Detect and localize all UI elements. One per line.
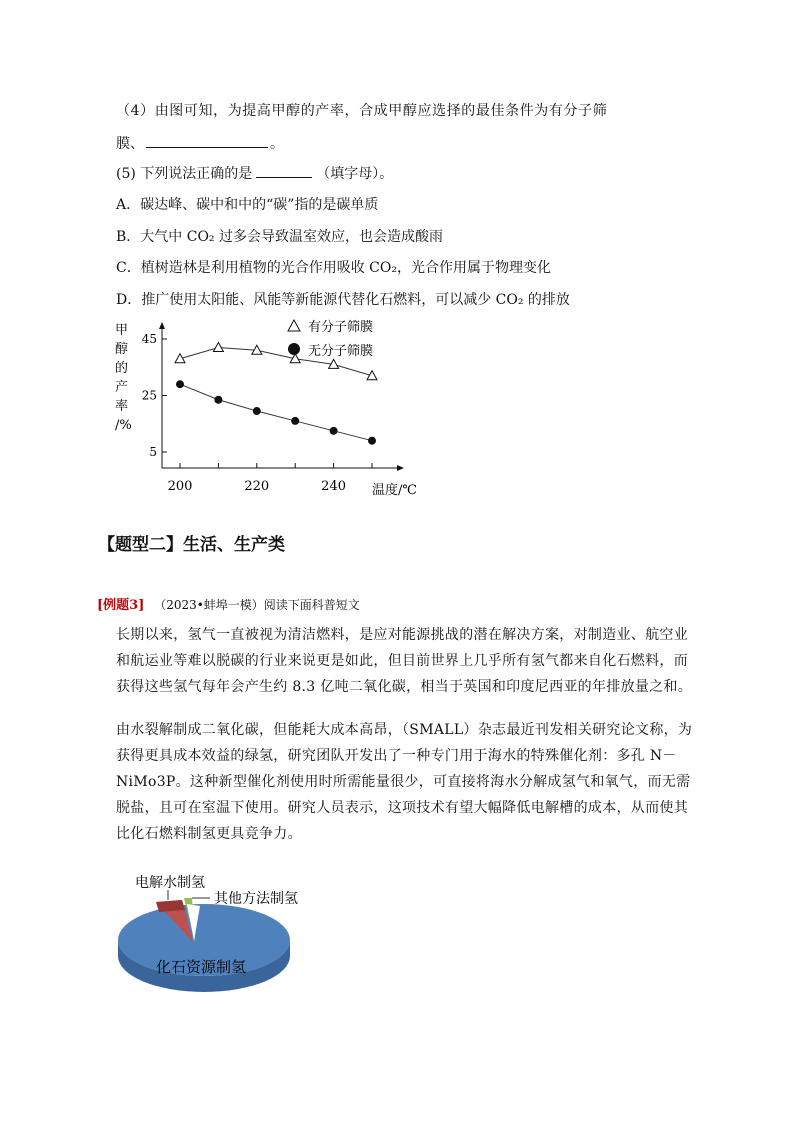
- section-title: 【题型二】生活、生产类: [98, 535, 285, 555]
- question-4-line2: [116, 133, 284, 154]
- y-axis-label-char: 率: [115, 399, 129, 414]
- legend-label-with-membrane: 有分子筛膜: [308, 320, 374, 335]
- y-axis-label-char: 甲: [115, 323, 129, 338]
- x-axis-arrow: [397, 465, 404, 471]
- data-point-triangle: [213, 342, 223, 351]
- legend-label-without-membrane: 无分子筛膜: [308, 344, 374, 359]
- legend-circle-marker: [288, 343, 300, 355]
- methanol-yield-chart: [110, 318, 430, 500]
- data-point-triangle: [175, 354, 185, 363]
- option-b[interactable]: B．大气中 CO₂ 过多会导致温室效应，也会造成酸雨: [116, 229, 443, 245]
- question-4-prefix: 膜、: [116, 136, 144, 152]
- example-source: （2023•蚌埠一模）阅读下面科普短文: [154, 598, 360, 612]
- option-d[interactable]: D．推广使用太阳能、风能等新能源代替化石燃料，可以减少 CO₂ 的排放: [116, 292, 570, 308]
- question-5-prompt: [116, 163, 393, 184]
- hydrogen-source-pie-chart: [110, 868, 370, 1018]
- answer-blank-5[interactable]: [256, 163, 312, 178]
- article-paragraph-1: 长期以来，氢气一直被视为清洁燃料，是应对能源挑战的潜在解决方案，对制造业、航空业和航运业等难以脱碳的行业来说更是如此，但目前世界上几乎所有氢气都来自化石燃料，而获得这些氢气每年会产生约 8.3 亿吨二氧化碳，相当于英国和印度尼西亚的年排放量之和。: [116, 627, 693, 695]
- question-5-prefix: (5) 下列说法正确的是: [116, 166, 253, 182]
- y-axis-label-char: 的: [115, 361, 129, 376]
- legend: [288, 320, 373, 359]
- question-4-line1: （4）由图可知，为提高甲醇的产率，合成甲醇应选择的最佳条件为有分子筛: [116, 103, 608, 119]
- data-point-circle: [176, 380, 184, 388]
- data-point-circle: [368, 437, 376, 445]
- data-point-triangle: [367, 371, 377, 380]
- pie-label-fossil: 化石资源制氢: [156, 958, 247, 976]
- x-tick-label: 200: [167, 479, 193, 494]
- series-line-1: [180, 384, 372, 441]
- data-point-circle: [330, 427, 338, 435]
- x-axis-label: 温度/℃: [372, 483, 417, 498]
- y-axis-arrow: [159, 322, 165, 329]
- pie-label-other: 其他方法制氢: [214, 891, 298, 907]
- option-c[interactable]: C．植树造林是利用植物的光合作用吸收 CO₂，光合作用属于物理变化: [116, 260, 551, 276]
- y-ticks: [142, 332, 167, 459]
- pie-label-electrolysis: 电解水制氢: [135, 875, 205, 891]
- y-tick-label: 45: [141, 332, 157, 346]
- data-point-circle: [253, 407, 261, 415]
- y-tick-label: 5: [149, 445, 157, 459]
- data-point-circle: [291, 417, 299, 425]
- y-axis-label: [115, 323, 132, 433]
- x-tick-label: 220: [244, 479, 270, 494]
- x-tick-label: 240: [321, 479, 347, 494]
- question-4-suffix: 。: [270, 136, 284, 152]
- pie-side-electrolysis: [156, 900, 185, 912]
- question-5-suffix: （填字母）。: [316, 166, 394, 182]
- y-axis-label-char: /%: [115, 418, 132, 433]
- y-axis-label-char: 醇: [115, 342, 129, 357]
- data-point-circle: [214, 396, 222, 404]
- option-a[interactable]: A．碳达峰、碳中和中的“碳”指的是碳单质: [116, 197, 379, 213]
- y-tick-label: 25: [141, 388, 157, 403]
- y-axis-label-char: 产: [115, 380, 129, 395]
- legend-triangle-marker: [288, 320, 300, 331]
- example-label: [例题3]: [97, 598, 145, 613]
- article-paragraph-2: 由水裂解制成二氧化碳，但能耗大成本高昂，（SMALL）杂志最近刊发相关研究论文称，为获得更具成本效益的绿氢，研究团队开发出了一种专门用于海水的特殊催化剂：多孔 N－NiMo3P。这种新型催化剂使用时所需能量很少，可直接将海水分解成氢气和氧气，而无需脱盐，且可在室温下使用。研究人员表示，这项技术有望大幅降低电解槽的成本，从而使其比化石燃料制氢更具竞争力。: [116, 722, 693, 842]
- series-lines: [180, 347, 372, 440]
- answer-blank-4[interactable]: [146, 133, 268, 148]
- example-header: [97, 594, 360, 613]
